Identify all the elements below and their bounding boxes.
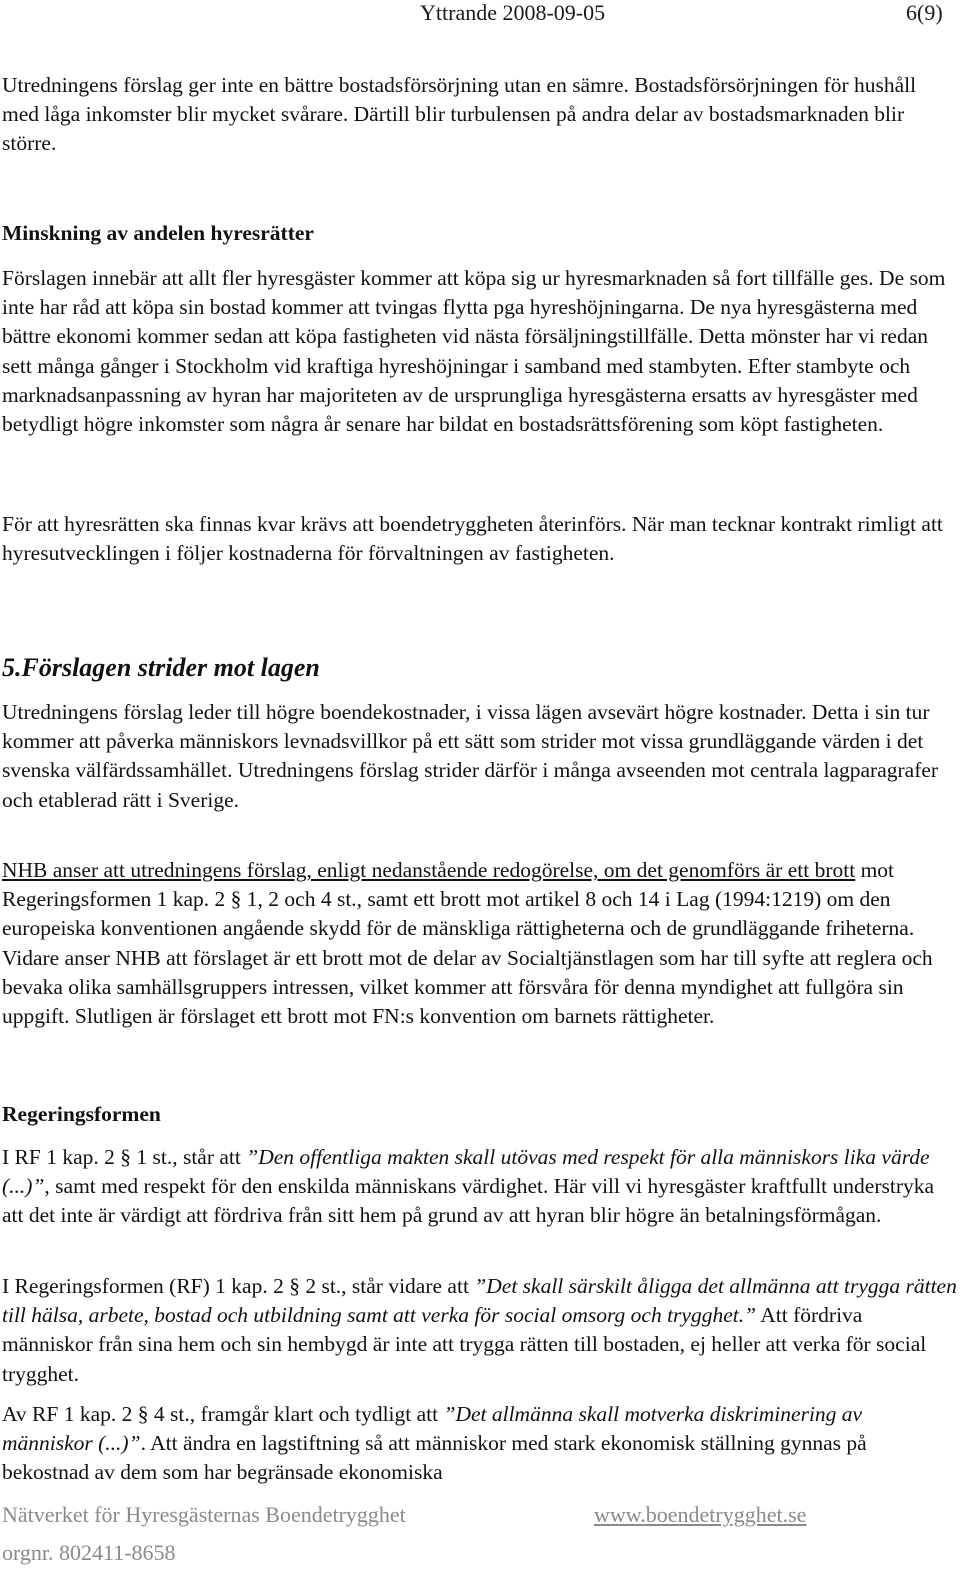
paragraph-rf-1-st xyxy=(2,1143,958,1231)
paragraph-boendetrygghet: För att hyresrätten ska finnas kvar krävs att boendetryggheten återinförs. När man tecknar kontrakt rimligt att hyresutvecklingen i följer kostnaderna för förvaltningen av fastigheten. xyxy=(2,512,943,566)
footer-organization: Nätverket för Hyresgästernas Boendetrygghet xyxy=(2,1502,406,1527)
paragraph-nhb-anser xyxy=(2,856,958,1031)
rf1-rest: , samt med respekt för den enskilda människans värdighet. Här vill vi hyresgäster kraftfullt understryka att det inte är värdigt att fördriva från sitt hem på grund av att hyran blir högre än betalningsförmågan. xyxy=(2,1174,935,1228)
heading-regeringsformen: Regeringsformen xyxy=(2,1102,161,1126)
heading-minskning: Minskning av andelen hyresrätter xyxy=(2,221,314,245)
rf2-quote: ”Det skall särskilt åligga det allmänna att trygga rätten till hälsa, arbete, bostad och utbildning samt att verka för social omsorg och trygghet.” xyxy=(2,1274,957,1328)
rf4-rest: . Att ändra en lagstiftning så att människor med stark ekonomisk ställning gynnas på bekostnad av dem som har begränsade ekonomiska xyxy=(2,1431,867,1485)
underlined-statement: NHB anser att utredningens förslag, enligt nedanstående redogörelse, om det genomförs är ett brott xyxy=(2,858,856,882)
footer-website-link[interactable]: www.boendetrygghet.se xyxy=(594,1502,807,1527)
intro-paragraph: Utredningens förslag ger inte en bättre bostadsförsörjning utan en sämre. Bostadsförsörjningen för hushåll med låga inkomster blir mycket svårare. Därtill blir turbulensen på andra delar av bostadsmarknaden blir större. xyxy=(2,73,917,156)
page-number: 6(9) xyxy=(906,0,943,25)
rf2-intro: I Regeringsformen (RF) 1 kap. 2 § 2 st., står vidare att xyxy=(2,1274,475,1298)
rf2-rest: Att fördriva människor från sina hem och sin hembygd är inte att trygga rätten till bostaden, ej heller att verka för social trygghet. xyxy=(2,1303,927,1386)
document-header-title: Yttrande 2008-09-05 xyxy=(420,0,606,25)
paragraph-rf-2-st xyxy=(2,1272,958,1389)
paragraph-boendekostnader: Utredningens förslag leder till högre boendekostnader, i vissa lägen avsevärt högre kostnader. Detta i sin tur kommer att påverka människors levnadsvillkor på ett sätt som strider mot vissa grundläggande värden i det svenska välfärdssamhället. Utredningens förslag strider därför i många avseenden mot centrala lagparagrafer och etablerad rätt i Sverige. xyxy=(2,700,939,812)
rf4-quote: ”Det allmänna skall motverka diskriminering av människor (...)” xyxy=(2,1402,863,1456)
footer-orgnr: orgnr. 802411-8658 xyxy=(2,1540,176,1565)
paragraph-hyresratter: Förslagen innebär att allt fler hyresgäster kommer att köpa sig ur hyresmarknaden så fort tillfälle ges. De som inte har råd att köpa sin bostad kommer att tvingas flytta pga hyreshöjningarna. De nya hyresgästerna med bättre ekonomi kommer sedan att köpa fastigheten vid nästa försäljningstillfälle. Detta mönster har vi redan sett många gånger i Stockholm vid kraftiga hyreshöjningar i samband med stambyten. Efter stambyte och marknadsanpassning av hyran har majoriteten av de ursprungliga hyresgästerna ersatts av hyresgäster med betydligt högre inkomster som några år senare har bildat en bostadsrättsförening som köpt fastigheten. xyxy=(2,266,946,437)
rf4-intro: Av RF 1 kap. 2 § 4 st., framgår klart och tydligt att xyxy=(2,1402,444,1426)
rf1-quote: ”Den offentliga makten skall utövas med respekt för alla människors lika värde (...)” xyxy=(2,1145,930,1199)
section-5-title: 5.Förslagen strider mot lagen xyxy=(2,653,320,682)
paragraph-nhb-anser-rest: mot Regeringsformen 1 kap. 2 § 1, 2 och 4 st., samt ett brott mot artikel 8 och 14 i Lag (1994:1219) om den europeiska konventionen angående skydd för de mänskliga rättigheterna och de grundläggande friheterna. Vidare anser NHB att förslaget är ett brott mot de delar av Socialtjänstlagen som har till syfte att reglera och bevaka olika samhällsgruppers intressen, vilket kommer att försvåra för denna myndighet att fullgöra sin uppgift. Slutligen är förslaget ett brott mot FN:s konvention om barnets rättigheter. xyxy=(2,858,933,1029)
paragraph-rf-4-st xyxy=(2,1400,958,1488)
rf1-intro: I RF 1 kap. 2 § 1 st., står att xyxy=(2,1145,247,1169)
